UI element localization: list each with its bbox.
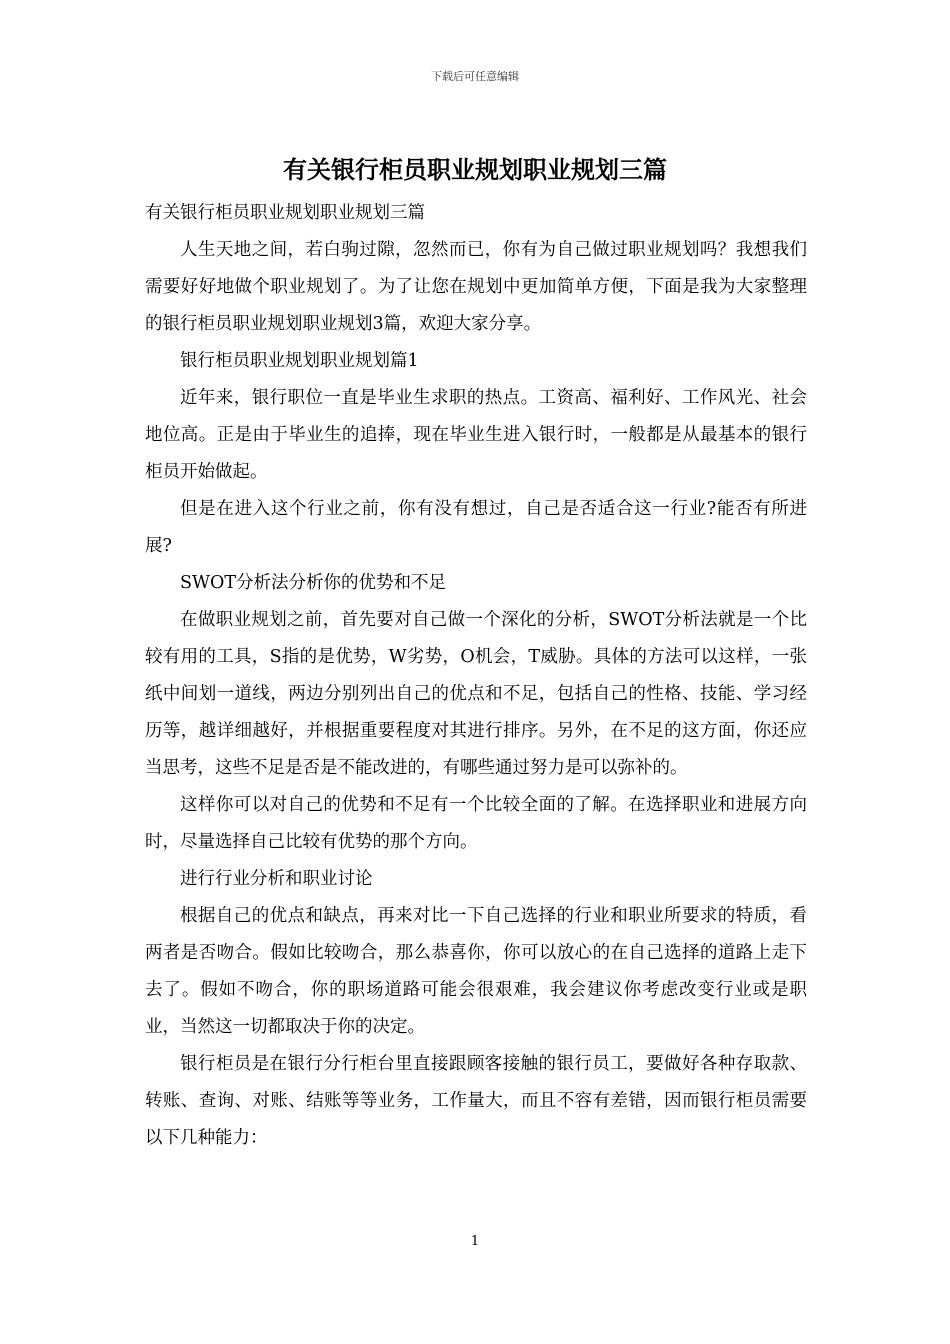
paragraph: 但是在进入这个行业之前，你有没有想过，自己是否适合这一行业?能否有所进展? xyxy=(145,499,807,556)
paragraph: 这样你可以对自己的优势和不足有一个比较全面的了解。在选择职业和进展方向时，尽量选择自己比较有优势的那个方向。 xyxy=(145,795,807,852)
section-heading: 银行柜员职业规划职业规划篇1 xyxy=(180,351,419,371)
paragraph: 根据自己的优点和缺点，再来对比一下自己选择的行业和职业所要求的特质，看两者是否吻合。假如比较吻合，那么恭喜你，你可以放心的在自己选择的道路上走下去了。假如不吻合，你的职场道路可能会很艰难，我会建议你考虑改变行业或是职业，当然这一切都取决于你的决定。 xyxy=(145,906,807,1037)
document-title: 有关银行柜员职业规划职业规划三篇 xyxy=(283,155,667,184)
paragraph: 银行柜员是在银行分行柜台里直接跟顾客接触的银行员工，要做好各种存取款、转账、查询、对账、结账等等业务，工作量大，而且不容有差错，因而银行柜员需要以下几种能力： xyxy=(145,1054,807,1148)
section-heading: 进行行业分析和职业讨论 xyxy=(180,869,373,889)
paragraph-subtitle: 有关银行柜员职业规划职业规划三篇 xyxy=(145,203,425,223)
document-body xyxy=(145,195,807,1157)
paragraph-intro: 人生天地之间，若白驹过隙，忽然而已，你有为自己做过职业规划吗？我想我们需要好好地做个职业规划了。为了让您在规划中更加简单方便，下面是我为大家整理的银行柜员职业规划职业规划3篇，欢迎大家分享。 xyxy=(145,240,807,334)
header-note: 下载后可任意编辑 xyxy=(431,70,519,83)
paragraph: 在做职业规划之前，首先要对自己做一个深化的分析，SWOT分析法就是一个比较有用的工具，S指的是优势，W劣势，O机会，T威胁。具体的方法可以这样，一张纸中间划一道线，两边分别列出自己的优点和不足，包括自己的性格、技能、学习经历等，越详细越好，并根据重要程度对其进行排序。另外，在不足的这方面，你还应当思考，这些不足是否是不能改进的，有哪些通过努力是可以弥补的。 xyxy=(145,610,807,778)
page-number: 1 xyxy=(470,1234,480,1249)
section-heading: SWOT分析法分析你的优势和不足 xyxy=(180,573,446,593)
paragraph: 近年来，银行职位一直是毕业生求职的热点。工资高、福利好、工作风光、社会地位高。正是由于毕业生的追捧，现在毕业生进入银行时，一般都是从最基本的银行柜员开始做起。 xyxy=(145,388,807,482)
